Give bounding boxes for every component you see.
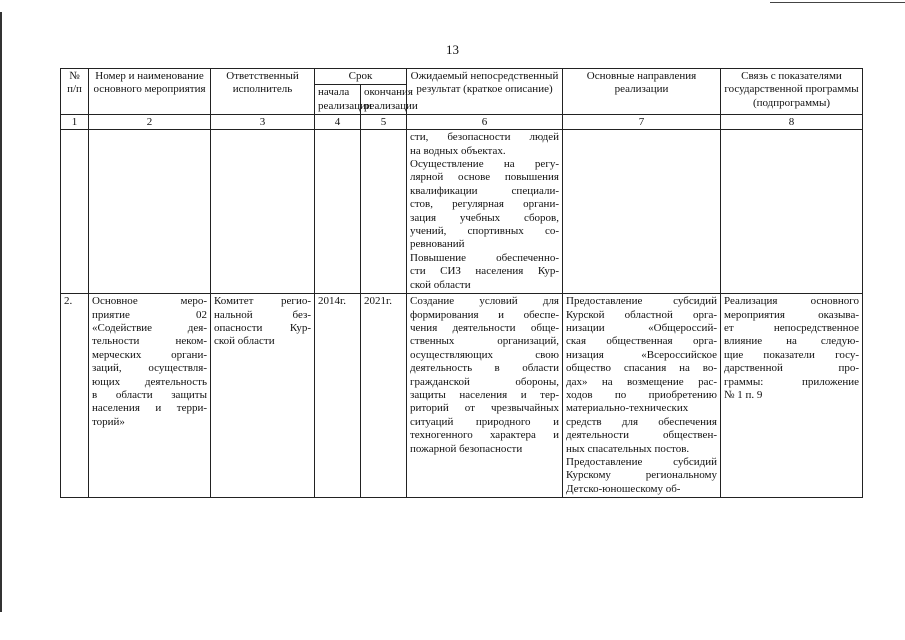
header-start: начала реализации — [315, 85, 361, 115]
cell-line: опасности Кур- — [214, 321, 311, 334]
row-result-cell — [407, 294, 563, 498]
cell-line: деятельность в области — [410, 362, 559, 375]
cell-line: низация «Всероссийское — [566, 348, 717, 361]
cell-line: торий» — [92, 415, 125, 428]
col-number: 2 — [89, 115, 211, 130]
cell-line: гражданской обороны, — [410, 375, 559, 388]
cell-line: Детско-юношескому об- — [566, 482, 681, 495]
row-link-cell — [721, 130, 863, 294]
cell-line: квалификации специали- — [410, 184, 559, 197]
cell-line: деятельности обществен- — [566, 429, 717, 442]
cell-line: чения деятельности обще- — [410, 321, 559, 334]
cell-line: № 1 п. 9 — [724, 388, 763, 401]
cell-line: дах» на возмещение рас- — [566, 375, 717, 388]
col-number: 1 — [61, 115, 89, 130]
cell-line: лярной основе повышения — [410, 171, 559, 184]
cell-line: ющих деятельность — [92, 375, 207, 388]
cell-line: стов, регулярная органи- — [410, 198, 559, 211]
cell-line: Предоставление субсидий — [566, 455, 717, 468]
row-num-cell: 2. — [61, 294, 89, 498]
header-result: Ожидаемый непосредственный результат (краткое описание) — [407, 69, 563, 115]
cell-line: материально-технических — [566, 402, 689, 415]
row-executor-cell — [211, 130, 315, 294]
row-result-cell — [407, 130, 563, 294]
cell-line: защиты населения и тер- — [410, 388, 559, 401]
col-number: 4 — [315, 115, 361, 130]
cell-line: Создание условий для — [410, 295, 559, 308]
cell-line: щие показатели госу- — [724, 348, 859, 361]
column-number-row — [61, 115, 863, 130]
page-edge — [0, 12, 2, 612]
table-row — [61, 294, 863, 498]
row-link-cell — [721, 294, 863, 498]
cell-line: ская общественная орга- — [566, 335, 717, 348]
cell-line: Предоставление субсидий — [566, 295, 717, 308]
cell-line: риторий от чрезвычайных — [410, 402, 559, 415]
page-number: 13 — [446, 42, 459, 57]
cell-line: средств для обеспечения — [566, 415, 717, 428]
header-link: Связь с показателями государственной программы (подпрограммы) — [721, 69, 863, 115]
cell-line: влияние на следую- — [724, 335, 859, 348]
cell-line: заций, осуществля- — [92, 362, 207, 375]
cell-line: сти, безопасности людей — [410, 131, 559, 144]
row-start-cell — [315, 130, 361, 294]
cell-line: Комитет регио- — [214, 295, 311, 308]
row-directions-cell — [563, 294, 721, 498]
header-term: Срок — [315, 69, 407, 85]
col-number: 6 — [407, 115, 563, 130]
row-name-cell — [89, 294, 211, 498]
cell-line: граммы: приложение — [724, 375, 859, 388]
cell-line: в области защиты — [92, 388, 207, 401]
cell-line: ходов по приобретению — [566, 388, 717, 401]
header-num: № п/п — [61, 69, 89, 115]
cell-line: ет непосредственное — [724, 321, 859, 334]
cell-line: ственных организаций, — [410, 335, 559, 348]
cell-line: приятие 02 — [92, 308, 207, 321]
cell-line: населения и терри- — [92, 402, 207, 415]
cell-line: техногенного характера и — [410, 429, 559, 442]
cell-line: Курской областной орга- — [566, 308, 717, 321]
row-start-cell: 2014г. — [315, 294, 361, 498]
cell-line: зация учебных сборов, — [410, 211, 559, 224]
program-table — [60, 68, 863, 498]
table-row — [61, 130, 863, 294]
cell-line: осуществляющих свою — [410, 348, 559, 361]
row-end-cell — [361, 130, 407, 294]
row-executor-cell — [211, 294, 315, 498]
cell-line: общество спасания на во- — [566, 362, 717, 375]
col-number: 7 — [563, 115, 721, 130]
row-end-cell: 2021г. — [361, 294, 407, 498]
cell-line: учений, спортивных со- — [410, 225, 559, 238]
cell-line: ных спасательных постов. — [566, 442, 690, 455]
cell-line: ской области — [214, 335, 275, 348]
cell-line: Осуществление на регу- — [410, 158, 559, 171]
cell-line: мерческих органи- — [92, 348, 207, 361]
header-end: окончания реализации — [361, 85, 407, 115]
cell-line: «Содействие дея- — [92, 321, 207, 334]
cell-line: сти СИЗ населения Кур- — [410, 265, 559, 278]
cell-line: пожарной безопасности — [410, 442, 523, 455]
col-number: 5 — [361, 115, 407, 130]
cell-line: мероприятия оказыва- — [724, 308, 859, 321]
cell-line: нальной без- — [214, 308, 311, 321]
col-number: 3 — [211, 115, 315, 130]
row-num-cell — [61, 130, 89, 294]
cell-line: на водных объектах. — [410, 144, 506, 157]
cell-line: Курскому региональному — [566, 469, 717, 482]
cell-line: формирования и обеспе- — [410, 308, 559, 321]
col-number: 8 — [721, 115, 863, 130]
cell-line: ской области — [410, 278, 471, 291]
top-rule — [770, 2, 905, 3]
row-name-cell — [89, 130, 211, 294]
cell-line: Основное меро- — [92, 295, 207, 308]
header-directions: Основные направления реализации — [563, 69, 721, 115]
cell-line: Реализация основного — [724, 295, 859, 308]
cell-line: низации «Общероссий- — [566, 321, 717, 334]
cell-line: ревнований — [410, 238, 465, 251]
cell-line: Повышение обеспеченно- — [410, 251, 559, 264]
header-row — [61, 69, 863, 85]
cell-line: дарственной про- — [724, 362, 859, 375]
header-executor: Ответственный исполнитель — [211, 69, 315, 115]
cell-line: тельности неком- — [92, 335, 207, 348]
row-directions-cell — [563, 130, 721, 294]
header-name: Номер и наименование основного мероприятия — [89, 69, 211, 115]
cell-line: ситуаций природного и — [410, 415, 559, 428]
